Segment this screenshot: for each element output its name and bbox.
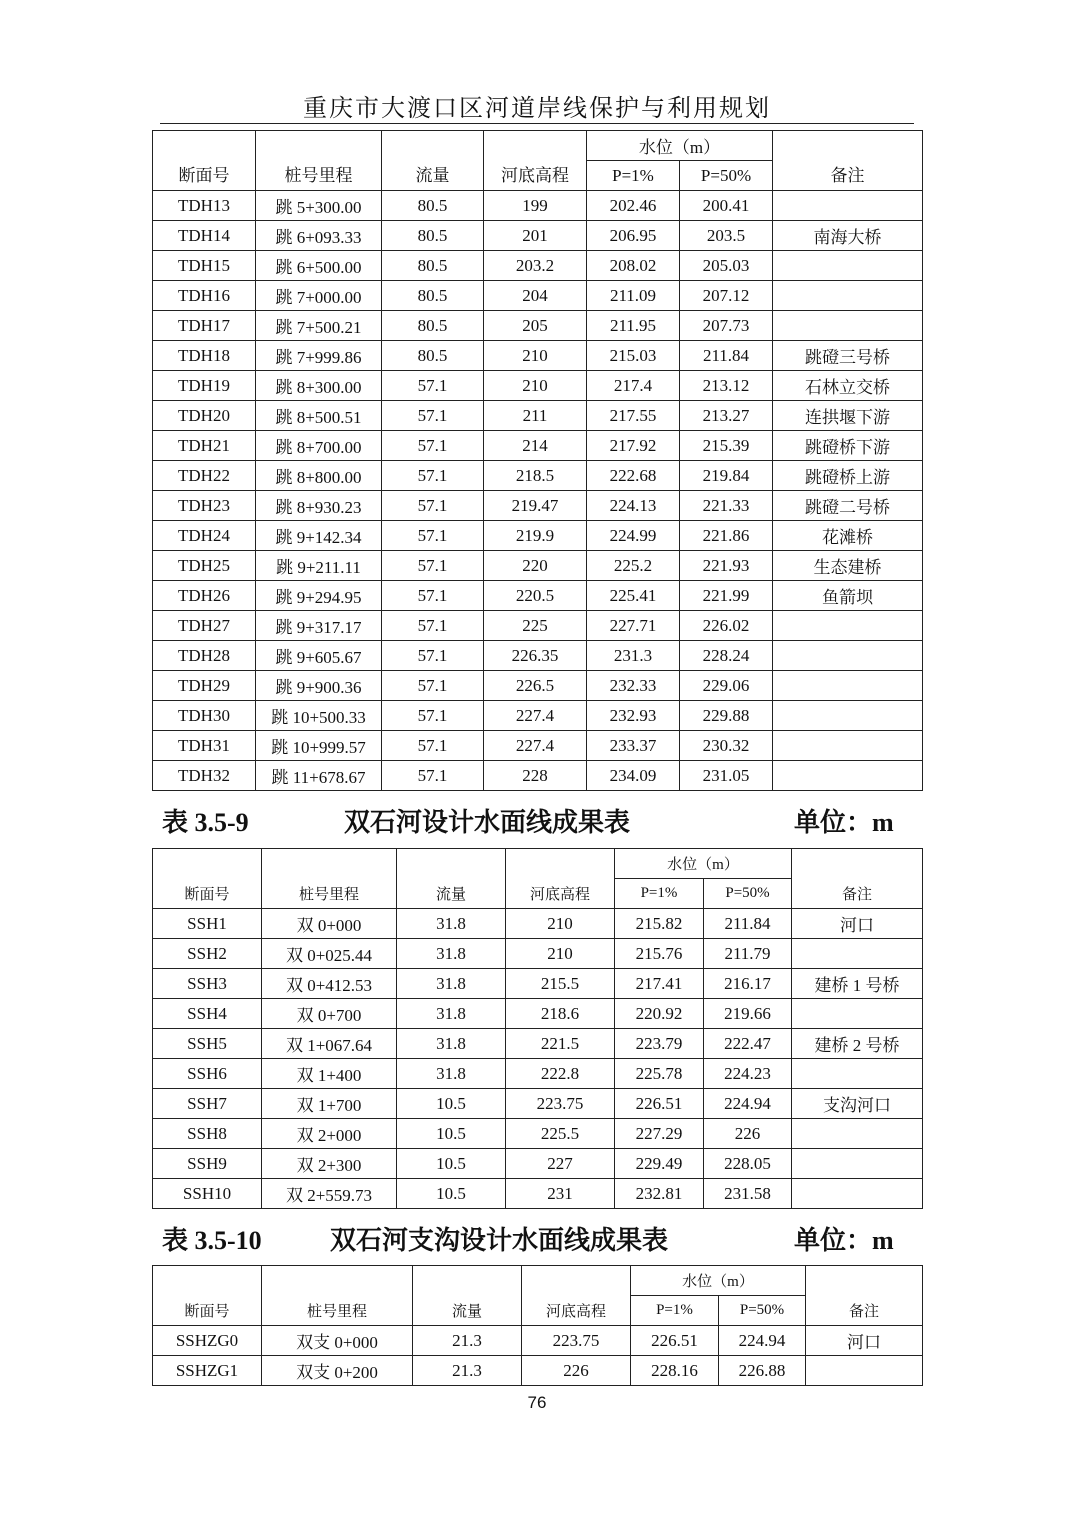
col-header-chainage: 桩号里程 bbox=[262, 1266, 413, 1326]
discharge-cell: 21.3 bbox=[413, 1326, 522, 1356]
p1-water-level-cell: 215.76 bbox=[615, 939, 704, 969]
caption-number: 表 3.5-10 bbox=[162, 1226, 262, 1255]
section-cell: TDH24 bbox=[153, 521, 256, 551]
p50-water-level-cell: 221.33 bbox=[680, 491, 773, 521]
chainage-cell: 跳 11+678.67 bbox=[256, 761, 382, 791]
section-cell: TDH18 bbox=[153, 341, 256, 371]
bed-elevation-cell: 210 bbox=[506, 909, 615, 939]
section-cell: TDH26 bbox=[153, 581, 256, 611]
remarks-cell bbox=[773, 671, 923, 701]
remarks-cell bbox=[773, 701, 923, 731]
table-row bbox=[153, 611, 923, 641]
section-cell: TDH27 bbox=[153, 611, 256, 641]
water-level-table-shuangshi-branch bbox=[152, 1265, 923, 1386]
chainage-cell: 跳 5+300.00 bbox=[256, 191, 382, 221]
p50-water-level-cell: 226 bbox=[704, 1119, 792, 1149]
discharge-cell: 57.1 bbox=[382, 551, 484, 581]
p50-water-level-cell: 200.41 bbox=[680, 191, 773, 221]
discharge-cell: 80.5 bbox=[382, 251, 484, 281]
remarks-cell bbox=[773, 251, 923, 281]
p1-water-level-cell: 226.51 bbox=[615, 1089, 704, 1119]
col-header-discharge: 流量 bbox=[413, 1266, 522, 1326]
p50-water-level-cell: 231.58 bbox=[704, 1179, 792, 1209]
p1-water-level-cell: 226.51 bbox=[631, 1326, 719, 1356]
section-cell: TDH20 bbox=[153, 401, 256, 431]
remarks-cell: 河口 bbox=[806, 1326, 923, 1356]
chainage-cell: 跳 6+093.33 bbox=[256, 221, 382, 251]
discharge-cell: 80.5 bbox=[382, 191, 484, 221]
p50-water-level-cell: 230.32 bbox=[680, 731, 773, 761]
section-cell: SSH8 bbox=[153, 1119, 262, 1149]
remarks-cell: 建桥 2 号桥 bbox=[792, 1029, 923, 1059]
discharge-cell: 10.5 bbox=[397, 1149, 506, 1179]
bed-elevation-cell: 199 bbox=[484, 191, 587, 221]
table-row bbox=[153, 1179, 923, 1209]
bed-elevation-cell: 226 bbox=[522, 1356, 631, 1386]
discharge-cell: 57.1 bbox=[382, 671, 484, 701]
p1-water-level-cell: 215.03 bbox=[587, 341, 680, 371]
col-header-remarks: 备注 bbox=[792, 849, 923, 909]
table-row bbox=[153, 371, 923, 401]
table-caption-3-5-10 bbox=[162, 1220, 922, 1254]
p50-water-level-cell: 207.73 bbox=[680, 311, 773, 341]
chainage-cell: 双 2+559.73 bbox=[262, 1179, 397, 1209]
chainage-cell: 跳 10+500.33 bbox=[256, 701, 382, 731]
section-cell: SSHZG0 bbox=[153, 1326, 262, 1356]
water-level-table-shuangshi bbox=[152, 848, 923, 1209]
table-row bbox=[153, 581, 923, 611]
remarks-cell: 连拱堰下游 bbox=[773, 401, 923, 431]
col-header-section: 断面号 bbox=[153, 849, 262, 909]
discharge-cell: 57.1 bbox=[382, 611, 484, 641]
p1-water-level-cell: 232.93 bbox=[587, 701, 680, 731]
col-header-chainage: 桩号里程 bbox=[256, 131, 382, 191]
discharge-cell: 80.5 bbox=[382, 221, 484, 251]
p50-water-level-cell: 216.17 bbox=[704, 969, 792, 999]
discharge-cell: 21.3 bbox=[413, 1356, 522, 1386]
bed-elevation-cell: 203.2 bbox=[484, 251, 587, 281]
p50-water-level-cell: 224.23 bbox=[704, 1059, 792, 1089]
section-cell: TDH32 bbox=[153, 761, 256, 791]
table-row bbox=[153, 221, 923, 251]
p50-water-level-cell: 228.24 bbox=[680, 641, 773, 671]
col-header-section: 断面号 bbox=[153, 131, 256, 191]
discharge-cell: 31.8 bbox=[397, 909, 506, 939]
remarks-cell bbox=[773, 761, 923, 791]
table-row bbox=[153, 491, 923, 521]
chainage-cell: 跳 9+900.36 bbox=[256, 671, 382, 701]
p50-water-level-cell: 211.79 bbox=[704, 939, 792, 969]
bed-elevation-cell: 220.5 bbox=[484, 581, 587, 611]
section-cell: TDH25 bbox=[153, 551, 256, 581]
bed-elevation-cell: 219.9 bbox=[484, 521, 587, 551]
discharge-cell: 10.5 bbox=[397, 1179, 506, 1209]
remarks-cell: 跳磴桥上游 bbox=[773, 461, 923, 491]
remarks-cell: 鱼箭坝 bbox=[773, 581, 923, 611]
bed-elevation-cell: 218.5 bbox=[484, 461, 587, 491]
remarks-cell: 建桥 1 号桥 bbox=[792, 969, 923, 999]
p1-water-level-cell: 217.41 bbox=[615, 969, 704, 999]
p1-water-level-cell: 217.92 bbox=[587, 431, 680, 461]
discharge-cell: 31.8 bbox=[397, 939, 506, 969]
caption-title: 双石河设计水面线成果表 bbox=[344, 808, 631, 837]
p50-water-level-cell: 207.12 bbox=[680, 281, 773, 311]
p1-water-level-cell: 228.16 bbox=[631, 1356, 719, 1386]
p50-water-level-cell: 213.27 bbox=[680, 401, 773, 431]
section-cell: TDH19 bbox=[153, 371, 256, 401]
p1-water-level-cell: 227.71 bbox=[587, 611, 680, 641]
table-row bbox=[153, 731, 923, 761]
p1-water-level-cell: 220.92 bbox=[615, 999, 704, 1029]
table-row bbox=[153, 401, 923, 431]
remarks-cell: 支沟河口 bbox=[792, 1089, 923, 1119]
chainage-cell: 跳 8+930.23 bbox=[256, 491, 382, 521]
bed-elevation-cell: 205 bbox=[484, 311, 587, 341]
section-cell: TDH17 bbox=[153, 311, 256, 341]
col-header-p50: P=50% bbox=[680, 161, 773, 191]
p1-water-level-cell: 211.09 bbox=[587, 281, 680, 311]
discharge-cell: 57.1 bbox=[382, 521, 484, 551]
col-header-water-level: 水位（m） bbox=[587, 131, 773, 161]
table-row bbox=[153, 909, 923, 939]
col-header-discharge: 流量 bbox=[382, 131, 484, 191]
p50-water-level-cell: 211.84 bbox=[704, 909, 792, 939]
p50-water-level-cell: 203.5 bbox=[680, 221, 773, 251]
section-cell: SSH10 bbox=[153, 1179, 262, 1209]
p1-water-level-cell: 206.95 bbox=[587, 221, 680, 251]
chainage-cell: 双 0+025.44 bbox=[262, 939, 397, 969]
p1-water-level-cell: 234.09 bbox=[587, 761, 680, 791]
table-row bbox=[153, 1059, 923, 1089]
table-row bbox=[153, 969, 923, 999]
discharge-cell: 31.8 bbox=[397, 1029, 506, 1059]
bed-elevation-cell: 201 bbox=[484, 221, 587, 251]
p1-water-level-cell: 233.37 bbox=[587, 731, 680, 761]
p1-water-level-cell: 225.41 bbox=[587, 581, 680, 611]
p50-water-level-cell: 215.39 bbox=[680, 431, 773, 461]
p1-water-level-cell: 217.55 bbox=[587, 401, 680, 431]
p1-water-level-cell: 211.95 bbox=[587, 311, 680, 341]
chainage-cell: 双 2+000 bbox=[262, 1119, 397, 1149]
chainage-cell: 跳 8+300.00 bbox=[256, 371, 382, 401]
col-header-remarks: 备注 bbox=[773, 131, 923, 191]
p1-water-level-cell: 225.2 bbox=[587, 551, 680, 581]
section-cell: SSH3 bbox=[153, 969, 262, 999]
section-cell: TDH29 bbox=[153, 671, 256, 701]
table-row bbox=[153, 999, 923, 1029]
table-row bbox=[153, 1149, 923, 1179]
col-header-water-level: 水位（m） bbox=[631, 1266, 806, 1296]
table-row bbox=[153, 1089, 923, 1119]
discharge-cell: 57.1 bbox=[382, 641, 484, 671]
p50-water-level-cell: 213.12 bbox=[680, 371, 773, 401]
bed-elevation-cell: 227 bbox=[506, 1149, 615, 1179]
table-row bbox=[153, 641, 923, 671]
remarks-cell: 石林立交桥 bbox=[773, 371, 923, 401]
discharge-cell: 31.8 bbox=[397, 999, 506, 1029]
bed-elevation-cell: 210 bbox=[506, 939, 615, 969]
p50-water-level-cell: 219.84 bbox=[680, 461, 773, 491]
discharge-cell: 57.1 bbox=[382, 371, 484, 401]
remarks-cell bbox=[792, 1179, 923, 1209]
section-cell: TDH15 bbox=[153, 251, 256, 281]
col-header-p50: P=50% bbox=[719, 1296, 806, 1326]
discharge-cell: 80.5 bbox=[382, 281, 484, 311]
remarks-cell bbox=[792, 1149, 923, 1179]
chainage-cell: 跳 9+211.11 bbox=[256, 551, 382, 581]
remarks-cell: 花滩桥 bbox=[773, 521, 923, 551]
bed-elevation-cell: 225.5 bbox=[506, 1119, 615, 1149]
section-cell: TDH31 bbox=[153, 731, 256, 761]
p1-water-level-cell: 208.02 bbox=[587, 251, 680, 281]
remarks-cell: 跳磴三号桥 bbox=[773, 341, 923, 371]
chainage-cell: 跳 9+294.95 bbox=[256, 581, 382, 611]
col-header-water-level: 水位（m） bbox=[615, 849, 792, 879]
chainage-cell: 双 0+000 bbox=[262, 909, 397, 939]
bed-elevation-cell: 221.5 bbox=[506, 1029, 615, 1059]
bed-elevation-cell: 231 bbox=[506, 1179, 615, 1209]
col-header-p1: P=1% bbox=[615, 879, 704, 909]
discharge-cell: 10.5 bbox=[397, 1089, 506, 1119]
bed-elevation-cell: 226.35 bbox=[484, 641, 587, 671]
section-cell: SSH1 bbox=[153, 909, 262, 939]
table-row bbox=[153, 191, 923, 221]
p50-water-level-cell: 221.86 bbox=[680, 521, 773, 551]
bed-elevation-cell: 226.5 bbox=[484, 671, 587, 701]
section-cell: TDH16 bbox=[153, 281, 256, 311]
bed-elevation-cell: 215.5 bbox=[506, 969, 615, 999]
caption-unit: 单位：m bbox=[794, 808, 894, 837]
section-cell: TDH28 bbox=[153, 641, 256, 671]
section-cell: TDH21 bbox=[153, 431, 256, 461]
section-cell: SSH9 bbox=[153, 1149, 262, 1179]
bed-elevation-cell: 210 bbox=[484, 341, 587, 371]
section-cell: TDH23 bbox=[153, 491, 256, 521]
water-level-table-tiaodeng bbox=[152, 130, 923, 791]
section-cell: SSH6 bbox=[153, 1059, 262, 1089]
bed-elevation-cell: 223.75 bbox=[506, 1089, 615, 1119]
table-row bbox=[153, 701, 923, 731]
chainage-cell: 双支 0+200 bbox=[262, 1356, 413, 1386]
p1-water-level-cell: 232.33 bbox=[587, 671, 680, 701]
chainage-cell: 跳 6+500.00 bbox=[256, 251, 382, 281]
col-header-bed-elevation: 河底高程 bbox=[484, 131, 587, 191]
p1-water-level-cell: 227.29 bbox=[615, 1119, 704, 1149]
header-rule bbox=[160, 123, 914, 124]
remarks-cell: 生态建桥 bbox=[773, 551, 923, 581]
p50-water-level-cell: 221.99 bbox=[680, 581, 773, 611]
remarks-cell bbox=[773, 281, 923, 311]
p50-water-level-cell: 222.47 bbox=[704, 1029, 792, 1059]
col-header-chainage: 桩号里程 bbox=[262, 849, 397, 909]
p1-water-level-cell: 231.3 bbox=[587, 641, 680, 671]
bed-elevation-cell: 210 bbox=[484, 371, 587, 401]
bed-elevation-cell: 219.47 bbox=[484, 491, 587, 521]
p1-water-level-cell: 217.4 bbox=[587, 371, 680, 401]
bed-elevation-cell: 228 bbox=[484, 761, 587, 791]
chainage-cell: 跳 8+800.00 bbox=[256, 461, 382, 491]
col-header-remarks: 备注 bbox=[806, 1266, 923, 1326]
p50-water-level-cell: 221.93 bbox=[680, 551, 773, 581]
p50-water-level-cell: 205.03 bbox=[680, 251, 773, 281]
p1-water-level-cell: 224.13 bbox=[587, 491, 680, 521]
p50-water-level-cell: 226.88 bbox=[719, 1356, 806, 1386]
chainage-cell: 跳 8+700.00 bbox=[256, 431, 382, 461]
discharge-cell: 80.5 bbox=[382, 341, 484, 371]
discharge-cell: 57.1 bbox=[382, 731, 484, 761]
p50-water-level-cell: 229.06 bbox=[680, 671, 773, 701]
discharge-cell: 31.8 bbox=[397, 1059, 506, 1089]
remarks-cell bbox=[806, 1356, 923, 1386]
remarks-cell: 河口 bbox=[792, 909, 923, 939]
p50-water-level-cell: 226.02 bbox=[680, 611, 773, 641]
discharge-cell: 57.1 bbox=[382, 461, 484, 491]
table-caption-3-5-9 bbox=[162, 802, 922, 836]
p50-water-level-cell: 229.88 bbox=[680, 701, 773, 731]
p50-water-level-cell: 211.84 bbox=[680, 341, 773, 371]
remarks-cell bbox=[792, 1059, 923, 1089]
chainage-cell: 跳 7+999.86 bbox=[256, 341, 382, 371]
col-header-p50: P=50% bbox=[704, 879, 792, 909]
discharge-cell: 57.1 bbox=[382, 401, 484, 431]
section-cell: SSH7 bbox=[153, 1089, 262, 1119]
chainage-cell: 双 1+700 bbox=[262, 1089, 397, 1119]
section-cell: TDH30 bbox=[153, 701, 256, 731]
discharge-cell: 57.1 bbox=[382, 491, 484, 521]
caption-number: 表 3.5-9 bbox=[162, 808, 249, 837]
remarks-cell: 南海大桥 bbox=[773, 221, 923, 251]
section-cell: TDH22 bbox=[153, 461, 256, 491]
discharge-cell: 80.5 bbox=[382, 311, 484, 341]
col-header-bed-elevation: 河底高程 bbox=[506, 849, 615, 909]
remarks-cell bbox=[773, 611, 923, 641]
remarks-cell bbox=[792, 939, 923, 969]
p50-water-level-cell: 228.05 bbox=[704, 1149, 792, 1179]
chainage-cell: 双 2+300 bbox=[262, 1149, 397, 1179]
p1-water-level-cell: 215.82 bbox=[615, 909, 704, 939]
p1-water-level-cell: 225.78 bbox=[615, 1059, 704, 1089]
remarks-cell bbox=[792, 1119, 923, 1149]
p50-water-level-cell: 231.05 bbox=[680, 761, 773, 791]
col-header-section: 断面号 bbox=[153, 1266, 262, 1326]
table-row bbox=[153, 431, 923, 461]
discharge-cell: 57.1 bbox=[382, 761, 484, 791]
table-row bbox=[153, 311, 923, 341]
p1-water-level-cell: 232.81 bbox=[615, 1179, 704, 1209]
discharge-cell: 57.1 bbox=[382, 701, 484, 731]
p1-water-level-cell: 202.46 bbox=[587, 191, 680, 221]
bed-elevation-cell: 218.6 bbox=[506, 999, 615, 1029]
discharge-cell: 10.5 bbox=[397, 1119, 506, 1149]
table-row bbox=[153, 671, 923, 701]
table-row bbox=[153, 281, 923, 311]
running-header: 重庆市大渡口区河道岸线保护与利用规划 bbox=[303, 96, 771, 122]
p1-water-level-cell: 223.79 bbox=[615, 1029, 704, 1059]
remarks-cell bbox=[773, 641, 923, 671]
p1-water-level-cell: 222.68 bbox=[587, 461, 680, 491]
chainage-cell: 双 0+412.53 bbox=[262, 969, 397, 999]
bed-elevation-cell: 220 bbox=[484, 551, 587, 581]
col-header-p1: P=1% bbox=[631, 1296, 719, 1326]
table-row bbox=[153, 1326, 923, 1356]
bed-elevation-cell: 204 bbox=[484, 281, 587, 311]
section-cell: SSH4 bbox=[153, 999, 262, 1029]
bed-elevation-cell: 223.75 bbox=[522, 1326, 631, 1356]
chainage-cell: 跳 7+000.00 bbox=[256, 281, 382, 311]
table-row bbox=[153, 1356, 923, 1386]
remarks-cell bbox=[773, 191, 923, 221]
chainage-cell: 跳 10+999.57 bbox=[256, 731, 382, 761]
chainage-cell: 跳 9+605.67 bbox=[256, 641, 382, 671]
table-row bbox=[153, 461, 923, 491]
bed-elevation-cell: 222.8 bbox=[506, 1059, 615, 1089]
p1-water-level-cell: 224.99 bbox=[587, 521, 680, 551]
remarks-cell bbox=[773, 311, 923, 341]
page-number: 76 bbox=[527, 1393, 547, 1412]
caption-title: 双石河支沟设计水面线成果表 bbox=[330, 1226, 669, 1255]
chainage-cell: 跳 9+317.17 bbox=[256, 611, 382, 641]
remarks-cell: 跳磴桥下游 bbox=[773, 431, 923, 461]
discharge-cell: 57.1 bbox=[382, 581, 484, 611]
bed-elevation-cell: 227.4 bbox=[484, 731, 587, 761]
table-row bbox=[153, 1029, 923, 1059]
section-cell: TDH14 bbox=[153, 221, 256, 251]
table-row bbox=[153, 521, 923, 551]
table-row bbox=[153, 939, 923, 969]
remarks-cell bbox=[792, 999, 923, 1029]
table-row bbox=[153, 251, 923, 281]
p1-water-level-cell: 229.49 bbox=[615, 1149, 704, 1179]
table-row bbox=[153, 551, 923, 581]
p50-water-level-cell: 219.66 bbox=[704, 999, 792, 1029]
chainage-cell: 跳 8+500.51 bbox=[256, 401, 382, 431]
remarks-cell: 跳磴二号桥 bbox=[773, 491, 923, 521]
col-header-discharge: 流量 bbox=[397, 849, 506, 909]
bed-elevation-cell: 211 bbox=[484, 401, 587, 431]
section-cell: SSH5 bbox=[153, 1029, 262, 1059]
section-cell: SSH2 bbox=[153, 939, 262, 969]
chainage-cell: 双 1+067.64 bbox=[262, 1029, 397, 1059]
table-row bbox=[153, 341, 923, 371]
chainage-cell: 双支 0+000 bbox=[262, 1326, 413, 1356]
p50-water-level-cell: 224.94 bbox=[719, 1326, 806, 1356]
p50-water-level-cell: 224.94 bbox=[704, 1089, 792, 1119]
section-cell: SSHZG1 bbox=[153, 1356, 262, 1386]
bed-elevation-cell: 227.4 bbox=[484, 701, 587, 731]
discharge-cell: 31.8 bbox=[397, 969, 506, 999]
bed-elevation-cell: 225 bbox=[484, 611, 587, 641]
chainage-cell: 跳 7+500.21 bbox=[256, 311, 382, 341]
chainage-cell: 双 0+700 bbox=[262, 999, 397, 1029]
chainage-cell: 双 1+400 bbox=[262, 1059, 397, 1089]
bed-elevation-cell: 214 bbox=[484, 431, 587, 461]
table-row bbox=[153, 1119, 923, 1149]
section-cell: TDH13 bbox=[153, 191, 256, 221]
chainage-cell: 跳 9+142.34 bbox=[256, 521, 382, 551]
caption-unit: 单位：m bbox=[794, 1226, 894, 1255]
discharge-cell: 57.1 bbox=[382, 431, 484, 461]
remarks-cell bbox=[773, 731, 923, 761]
table-row bbox=[153, 761, 923, 791]
col-header-p1: P=1% bbox=[587, 161, 680, 191]
col-header-bed-elevation: 河底高程 bbox=[522, 1266, 631, 1326]
